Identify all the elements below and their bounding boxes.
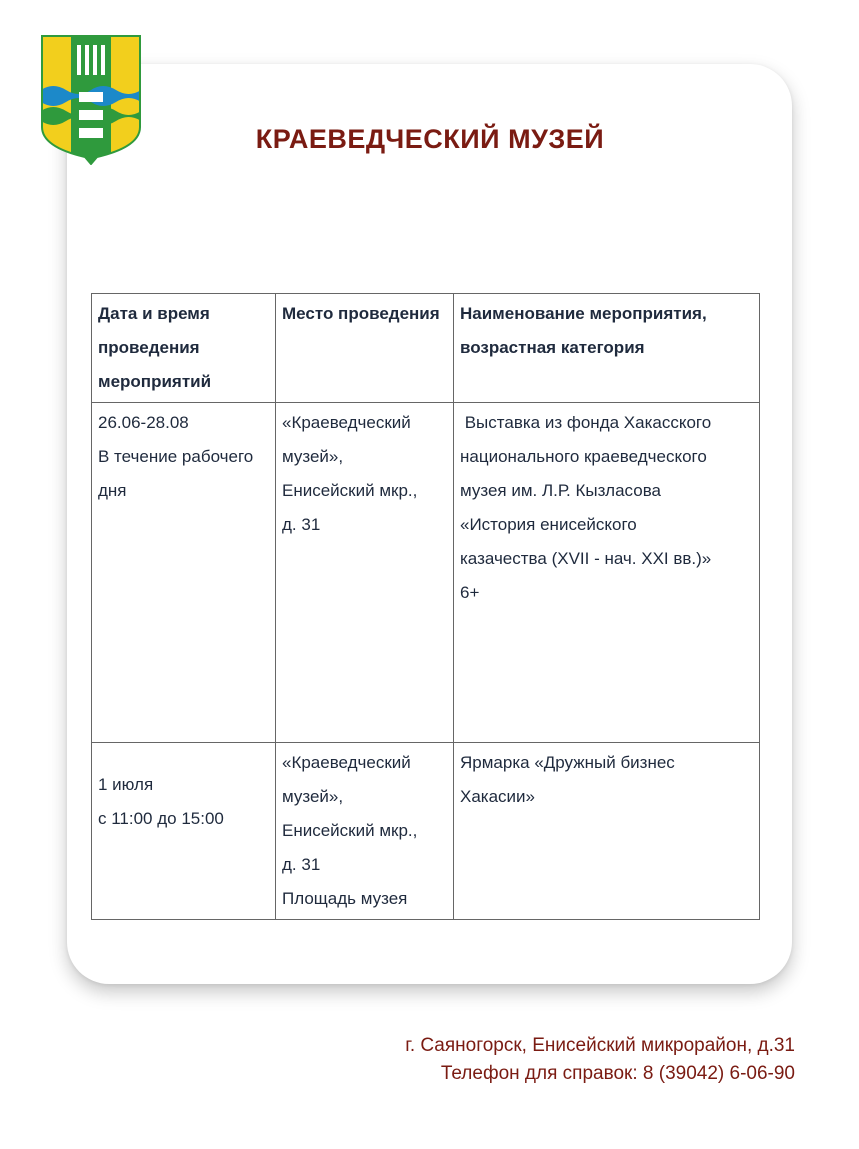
contact-footer [405,1032,795,1088]
cell-event: Выставка из фонда Хакасского национального краеведческого музея им. Л.Р. Кызласова «История енисейского казачества (XVII - нач. XXI вв.)» 6+ [454,403,760,743]
page-title: КРАЕВЕДЧЕСКИЙ МУЗЕЙ [255,124,605,154]
cell-event: Ярмарка «Дружный бизнес Хакасии» [454,743,760,920]
cell-place: «Краеведческий музей», Енисейский мкр., д. 31 Площадь музея [276,743,454,920]
events-table [91,293,760,920]
phone-text: Телефон для справок: 8 (39042) 6-06-90 [440,1063,795,1084]
table-row [92,743,760,920]
cell-date: 1 июля с 11:00 до 15:00 [92,743,276,920]
cell-date: 26.06-28.08 В течение рабочего дня [92,403,276,743]
header-event-name: Наименование мероприятия, возрастная категория [454,294,760,403]
header-place: Место проведения [276,294,454,403]
city-coat-of-arms-icon [40,35,142,165]
header-date-time: Дата и время проведения мероприятий [92,294,276,403]
table-header-row [92,294,760,403]
address-text: г. Саяногорск, Енисейский микрорайон, д.31 [405,1035,795,1056]
cell-place: «Краеведческий музей», Енисейский мкр., д. 31 [276,403,454,743]
table-row [92,403,760,743]
